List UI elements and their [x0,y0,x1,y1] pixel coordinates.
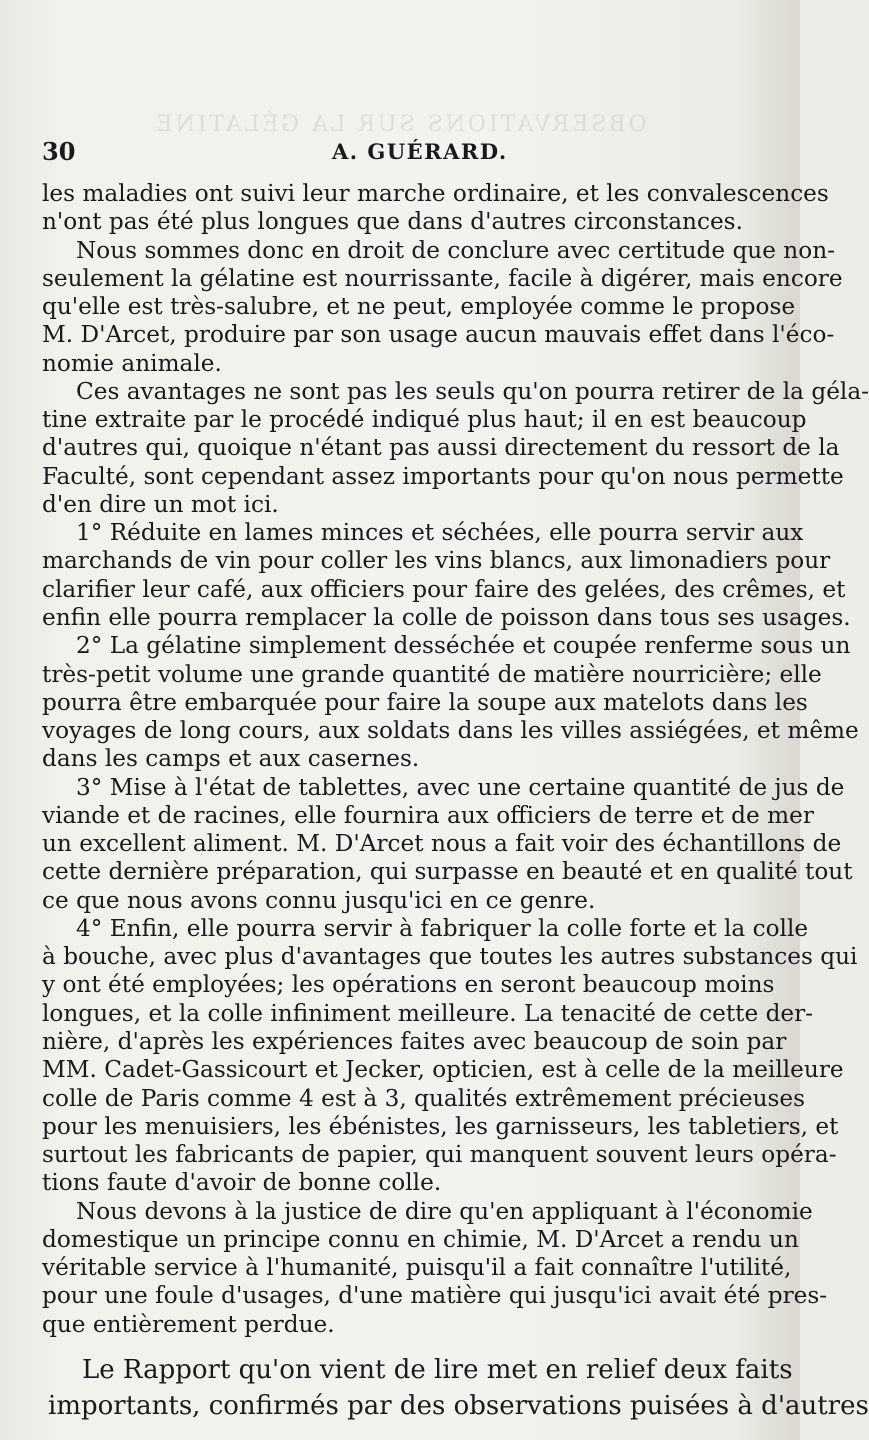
text-line: seulement la gélatine est nourrissante, facile à digérer, mais encore [42,264,843,292]
text-line: tions faute d'avoir de bonne colle. [42,1169,442,1197]
text-line: y ont été employées; les opérations en seront beaucoup moins [42,971,775,999]
text-line: que entièrement perdue. [42,1310,335,1338]
text-line: colle de Paris comme 4 est à 3, qualités extrêmement précieuses [42,1084,806,1112]
text-line: un excellent aliment. M. D'Arcet nous a fait voir des échantillons de [42,830,842,858]
text-line: cette dernière préparation, qui surpasse en beauté et en qualité tout [42,858,853,886]
text-line: véritable service à l'humanité, puisqu'il a fait connaître l'utilité, [42,1254,792,1282]
text-line: Ces avantages ne sont pas les seuls qu'on pourra retirer de la géla- [76,377,869,405]
bleed-through-text: OBSERVATIONS SUR LA GÉLATINE [153,112,647,137]
text-line: 3° Mise à l'état de tablettes, avec une certaine quantité de jus de [76,773,845,801]
page-header [42,137,762,173]
text-line: dans les camps et aux casernes. [42,745,420,773]
text-line: importants, confirmés par des observations puisées à d'autres [48,1391,869,1421]
text-line: surtout les fabricants de papier, qui manquent souvent leurs opéra- [42,1141,837,1169]
text-line: 2° La gélatine simplement desséchée et coupée renferme sous un [76,632,851,660]
text-line: viande et de racines, elle fournira aux officiers de terre et de mer [42,801,814,829]
text-line: 4° Enfin, elle pourra servir à fabriquer la colle forte et la colle [76,914,809,942]
text-line: qu'elle est très-salubre, et ne peut, employée comme le propose [42,293,796,321]
continuation-paragraph [48,1352,869,1424]
text-line: Nous sommes donc en droit de conclure avec certitude que non- [76,236,835,264]
text-line: nomie animale. [42,349,222,377]
text-line: Le Rapport qu'on vient de lire met en relief deux faits [82,1355,793,1385]
text-line: clarifier leur café, aux officiers pour faire des gelées, des crêmes, et [42,575,846,603]
text-line: voyages de long cours, aux soldats dans les villes assiégées, et même [42,717,859,745]
text-line: très-petit volume une grande quantité de matière nourricière; elle [42,660,822,688]
text-line: ce que nous avons connu jusqu'ici en ce genre. [42,886,596,914]
text-line: pour les menuisiers, les ébénistes, les garnisseurs, les tabletiers, et [42,1112,839,1140]
body-text [42,180,869,1339]
text-line: M. D'Arcet, produire par son usage aucun mauvais effet dans l'éco- [42,321,835,349]
text-line: Nous devons à la justice de dire qu'en appliquant à l'économie [76,1197,813,1225]
text-line: à bouche, avec plus d'avantages que toutes les autres substances qui [42,943,858,971]
text-line: d'autres qui, quoique n'étant pas aussi directement du ressort de la [42,434,840,462]
text-line: domestique un principe connu en chimie, M. D'Arcet a rendu un [42,1225,799,1253]
text-line: d'en dire un mot ici. [42,490,279,518]
text-line: Faculté, sont cependant assez importants pour qu'on nous permette [42,462,844,490]
text-line: enfin elle pourra remplacer la colle de poisson dans tous ses usages. [42,603,851,631]
text-line: n'ont pas été plus longues que dans d'autres circonstances. [42,208,743,236]
page-number: 30 [42,137,76,166]
text-line: pourra être embarquée pour faire la soupe aux matelots dans les [42,688,808,716]
text-line: marchands de vin pour coller les vins blancs, aux limonadiers pour [42,547,831,575]
text-line: pour une foule d'usages, d'une matière qui jusqu'ici avait été pres- [42,1282,828,1310]
text-line: longues, et la colle infiniment meilleure. La tenacité de cette der- [42,999,814,1027]
text-line: 1° Réduite en lames minces et séchées, elle pourra servir aux [76,519,804,547]
running-head: A. GUÉRARD. [332,139,508,164]
text-line: nière, d'après les expériences faites avec beaucoup de soin par [42,1027,787,1055]
text-line: tine extraite par le procédé indiqué plus haut; il en est beaucoup [42,406,807,434]
text-line: les maladies ont suivi leur marche ordinaire, et les convalescences [42,180,829,207]
text-line: MM. Cadet-Gassicourt et Jecker, opticien, est à celle de la meilleure [42,1056,844,1084]
